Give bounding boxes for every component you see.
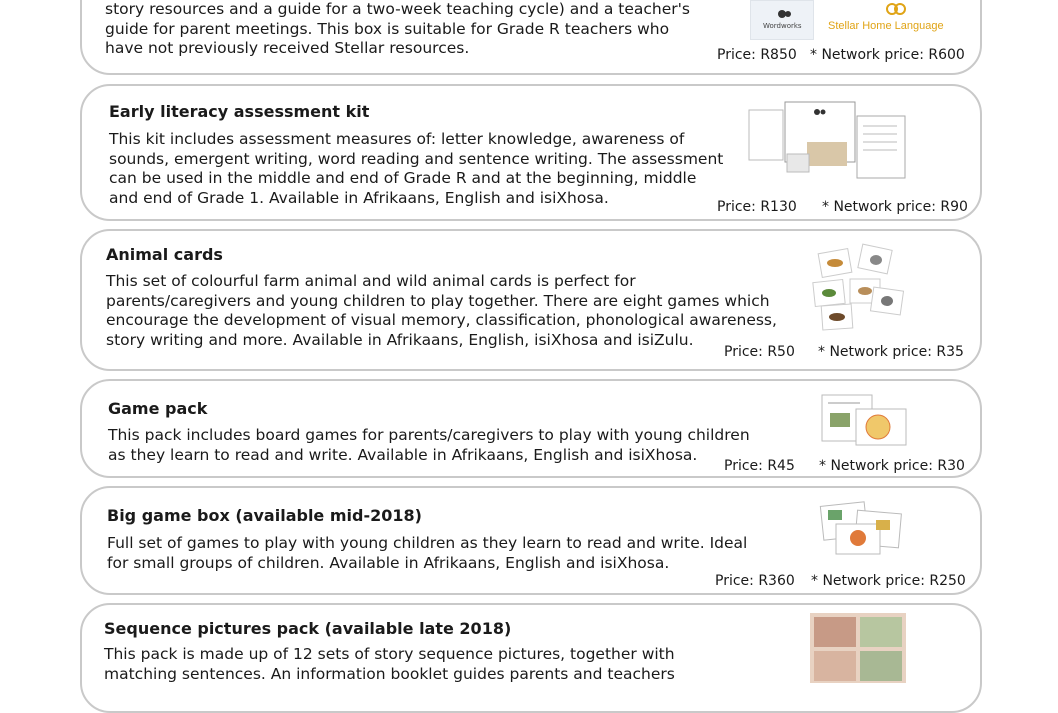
product-title: Animal cards xyxy=(106,245,223,264)
wordworks-logo-text: Wordworks xyxy=(763,22,802,30)
product-description: story resources and a guide for a two-week teaching cycle) and a teacher's guide for parent meetings. This box is suitable for Grade R teachers who have not previously received Stellar resources. xyxy=(105,0,690,58)
sequence-pictures-image xyxy=(810,613,906,683)
product-card-early-literacy xyxy=(80,84,982,221)
animal-cards-illustration xyxy=(810,243,906,333)
product-title: Early literacy assessment kit xyxy=(109,102,370,121)
product-network-price: * Network price: R250 xyxy=(811,573,966,589)
product-price: Price: R850 xyxy=(717,47,797,63)
product-description: This pack is made up of 12 sets of story sequence pictures, together with matching sentences. An information booklet guides parents and teachers xyxy=(104,645,675,683)
product-description: This set of colourful farm animal and wild animal cards is perfect for parents/caregivers and young children to play together. There are eight games which encourage the development of visual memory, classification, phonological awareness, story writing and more. Available in Afrikaans, English, isiXhosa and isiZulu. xyxy=(106,272,777,349)
wordworks-logo-icon xyxy=(751,1,813,39)
product-description: Full set of games to play with young children as they learn to read and write. Ideal for small groups of children. Available in Afrikaans, English and isiXhosa. xyxy=(107,534,748,572)
product-price: Price: R360 xyxy=(715,573,795,589)
product-title: Big game box (available mid-2018) xyxy=(107,506,422,525)
stellar-logo-text: Stellar Home Language xyxy=(828,20,944,32)
big-game-box-image xyxy=(818,498,908,560)
product-description: This pack includes board games for parents/caregivers to play with young children as they learn to read and write. Available in Afrikaans, English and isiXhosa. xyxy=(108,426,750,464)
product-card-big-game-box xyxy=(80,486,982,595)
product-network-price: * Network price: R35 xyxy=(818,344,964,360)
stellar-logo xyxy=(828,0,958,40)
product-network-price: * Network price: R600 xyxy=(810,47,965,63)
stellar-box-image xyxy=(750,0,960,40)
product-description: This kit includes assessment measures of: letter knowledge, awareness of sounds, emergent writing, word reading and sentence writing. The assessment can be used in the middle and end of Grade R and at the beginning, middle and end of Grade 1. Available in Afrikaans, English and isiXhosa. xyxy=(109,130,724,207)
product-network-price: * Network price: R30 xyxy=(819,458,965,474)
game-pack-image xyxy=(820,391,910,449)
product-card-game-pack xyxy=(80,379,982,478)
big-game-box-illustration xyxy=(818,498,908,560)
product-card-stellar-box xyxy=(80,0,982,75)
product-price: Price: R45 xyxy=(724,458,795,474)
assessment-kit-image xyxy=(747,98,907,186)
product-price: Price: R50 xyxy=(724,344,795,360)
wordworks-logo xyxy=(750,0,814,40)
product-network-price: * Network price: R90 xyxy=(822,199,968,215)
sequence-pictures-illustration xyxy=(810,613,906,683)
product-card-sequence-pictures xyxy=(80,603,982,713)
animal-cards-image xyxy=(810,243,906,333)
product-card-animal-cards xyxy=(80,229,982,371)
assessment-kit-illustration xyxy=(747,98,907,186)
product-title: Sequence pictures pack (available late 2018) xyxy=(104,619,512,638)
product-price: Price: R130 xyxy=(717,199,797,215)
stellar-logo-icon xyxy=(828,0,958,20)
product-title: Game pack xyxy=(108,399,208,418)
game-pack-illustration xyxy=(820,391,910,449)
